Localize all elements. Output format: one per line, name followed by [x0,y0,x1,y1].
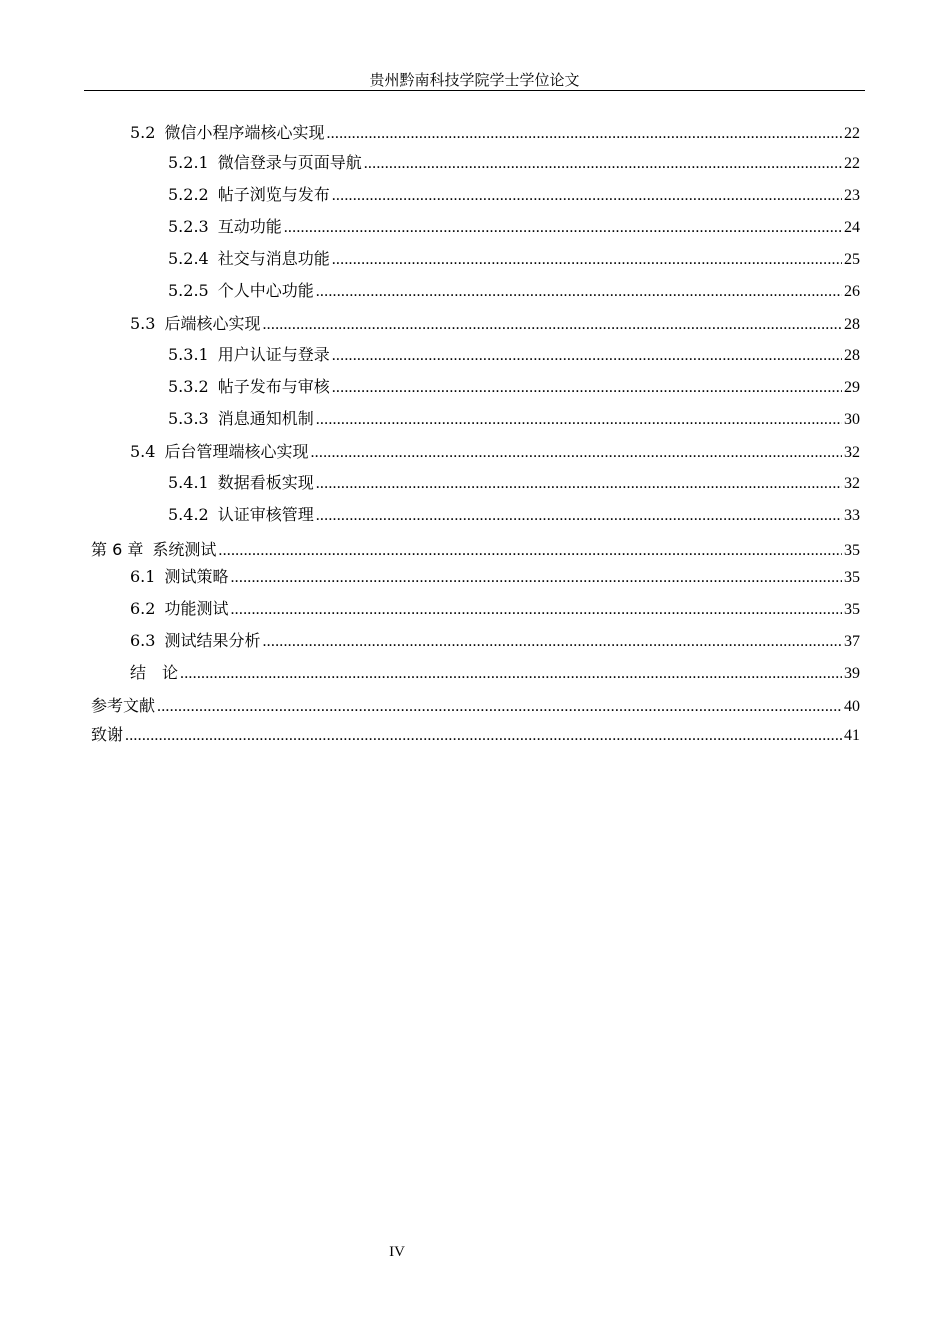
toc-entry[interactable] [0,440,860,464]
toc-dot-leader [332,376,842,400]
toc-entry[interactable] [0,215,860,239]
toc-entry-title: 个人中心功能 [217,281,314,300]
toc-dot-leader [332,344,842,368]
toc-dot-leader [316,472,842,496]
toc-dot-leader [316,408,842,432]
toc-entry-page: 28 [844,316,860,333]
toc-entry-number: 5.3.1 [168,345,209,364]
toc-entry-title: 后台管理端核心实现 [164,442,309,461]
toc-entry-number: 5.2.2 [168,185,209,204]
toc-entry-number: 第 6 章 [91,540,144,559]
toc-entry-title: 系统测试 [152,540,217,559]
toc-entry-title: 功能测试 [164,599,229,618]
toc-entry-page: 32 [844,475,860,492]
toc-entry[interactable] [0,565,860,589]
toc-entry[interactable] [0,629,860,653]
toc-entry-page: 26 [844,283,860,300]
page-header-title: 贵州黔南科技学院学士学位论文 [369,71,580,89]
toc-dot-leader [326,122,842,146]
toc-entry-number: 5.4.2 [168,505,209,524]
toc-entry-number: 6.2 [130,599,156,618]
toc-entry-page: 23 [844,187,860,204]
toc-dot-leader [230,566,842,590]
toc-entry-page: 33 [844,507,860,524]
toc-entry-page: 40 [844,698,860,715]
toc-entry[interactable] [0,538,860,562]
toc-entry[interactable] [0,661,860,685]
toc-entry-number: 5.2.5 [168,281,209,300]
toc-entry-page: 29 [844,379,860,396]
toc-entry-title: 数据看板实现 [217,473,314,492]
toc-entry[interactable] [0,597,860,621]
toc-entry-page: 25 [844,251,860,268]
toc-entry-title: 帖子浏览与发布 [217,185,330,204]
toc-entry-page: 32 [844,444,860,461]
toc-entry-title: 致谢 [91,725,124,744]
toc-dot-leader [364,152,842,176]
toc-entry-title: 微信小程序端核心实现 [164,123,325,142]
toc-entry[interactable] [0,471,860,495]
toc-entry-page: 24 [844,219,860,236]
toc-entry-title: 参考文献 [91,696,156,715]
toc-entry[interactable] [0,407,860,431]
toc-entry-number: 5.3.2 [168,377,209,396]
toc-entry[interactable] [0,375,860,399]
toc-entry[interactable] [0,723,860,747]
toc-dot-leader [218,539,842,563]
toc-dot-leader [230,598,842,622]
toc-entry[interactable] [0,343,860,367]
toc-dot-leader [316,280,842,304]
toc-entry-title: 互动功能 [217,217,282,236]
toc-entry-title: 后端核心实现 [164,314,261,333]
toc-entry-page: 39 [844,665,860,682]
toc-entry-page: 37 [844,633,860,650]
toc-entry-title: 消息通知机制 [217,409,314,428]
toc-entry-number: 5.4 [130,442,156,461]
toc-entry-number: 5.2 [130,123,156,142]
toc-dot-leader [316,504,842,528]
toc-entry-page: 35 [844,542,860,559]
toc-entry-title: 微信登录与页面导航 [217,153,362,172]
page-number: IV [389,1244,405,1260]
toc-dot-leader [310,441,842,465]
toc-dot-leader [262,630,842,654]
toc-dot-leader [125,724,842,748]
toc-entry-page: 35 [844,601,860,618]
toc-entry-title: 测试结果分析 [164,631,261,650]
toc-dot-leader [180,662,842,686]
toc-entry-number: 5.4.1 [168,473,209,492]
toc-entry-number: 6.3 [130,631,156,650]
toc-entry-number: 5.3.3 [168,409,209,428]
toc-dot-leader [332,184,842,208]
toc-dot-leader [284,216,842,240]
toc-entry-title: 社交与消息功能 [217,249,330,268]
toc-entry-title: 认证审核管理 [217,505,314,524]
toc-entry[interactable] [0,151,860,175]
toc-entry-title: 测试策略 [164,567,229,586]
toc-entry-title: 帖子发布与审核 [217,377,330,396]
toc-entry-page: 28 [844,347,860,364]
toc-entry-page: 41 [844,727,860,744]
toc-entry-number: 5.3 [130,314,156,333]
toc-entry-number: 5.2.4 [168,249,209,268]
toc-dot-leader [262,313,842,337]
toc-entry[interactable] [0,121,860,145]
toc-entry-number: 5.2.1 [168,153,209,172]
toc-entry-number: 6.1 [130,567,156,586]
header-rule [84,90,865,91]
toc-entry[interactable] [0,503,860,527]
toc-entry[interactable] [0,247,860,271]
toc-entry-page: 35 [844,569,860,586]
toc-dot-leader [332,248,842,272]
toc-entry-number: 5.2.3 [168,217,209,236]
toc-dot-leader [157,695,842,719]
toc-entry[interactable] [0,279,860,303]
toc-entry[interactable] [0,183,860,207]
toc-entry[interactable] [0,312,860,336]
toc-entry-page: 22 [844,155,860,172]
toc-entry-page: 30 [844,411,860,428]
toc-entry-title: 用户认证与登录 [217,345,330,364]
toc-entry-page: 22 [844,125,860,142]
toc-entry[interactable] [0,694,860,718]
toc-entry-title: 结 论 [130,663,179,682]
